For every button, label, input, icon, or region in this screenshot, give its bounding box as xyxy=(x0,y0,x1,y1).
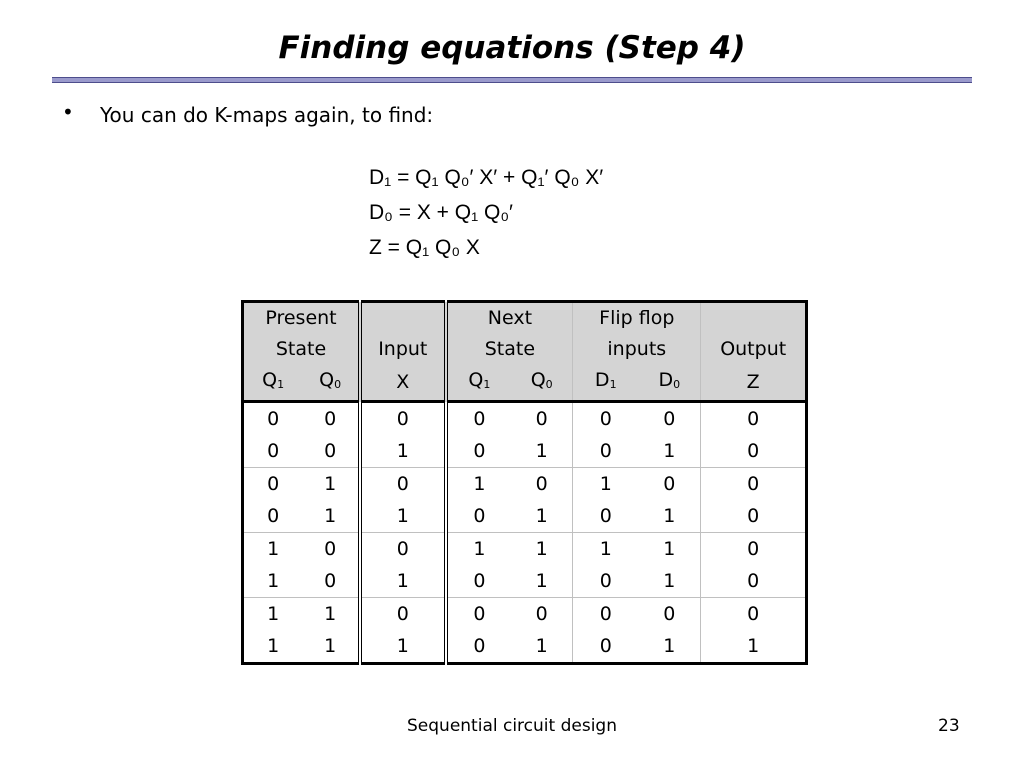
header-input-blank xyxy=(360,302,446,335)
cell-d0: 1 xyxy=(638,630,701,664)
cell-d0: 1 xyxy=(638,565,701,598)
equation-d1: D₁ = Q₁ Q₀′ X′ + Q₁′ Q₀ X′ xyxy=(369,166,604,189)
cell-next-q0: 0 xyxy=(511,402,573,436)
cell-next-q1: 1 xyxy=(473,538,486,560)
bullet-text: You can do K-maps again, to find: xyxy=(100,103,434,127)
equation-d0: D₀ = X + Q₁ Q₀′ xyxy=(369,201,513,224)
cell-z: 0 xyxy=(701,435,807,468)
equation-z: Z = Q₁ Q₀ X xyxy=(369,236,480,259)
header-input: Input xyxy=(360,334,446,365)
cell-q1: 1 xyxy=(243,533,303,566)
cell-x: 1 xyxy=(360,500,446,533)
cell-q0: 1 xyxy=(302,500,360,533)
cell-z: 1 xyxy=(701,630,807,664)
header-z: Z xyxy=(701,365,807,402)
header-flip-flop-2: inputs xyxy=(573,334,701,365)
cell-d1: 1 xyxy=(599,538,612,560)
cell-q0: 1 xyxy=(302,468,360,501)
cell-z: 0 xyxy=(701,565,807,598)
header-d1: $D_1$ xyxy=(573,365,639,402)
cell-z: 0 xyxy=(701,533,807,566)
header-q1: $Q_1$ xyxy=(243,365,303,402)
cell-next-q1: 0 xyxy=(473,408,486,430)
cell-x: 1 xyxy=(360,435,446,468)
header-present-state: Present xyxy=(243,302,360,335)
table-row xyxy=(243,565,807,598)
cell-d0: 0 xyxy=(638,598,701,631)
title-divider xyxy=(52,77,972,83)
state-table xyxy=(241,300,808,665)
footer-title: Sequential circuit design xyxy=(407,716,617,736)
slide-title: Finding equations (Step 4) xyxy=(278,30,746,66)
cell-q1: 0 xyxy=(243,468,303,501)
equations xyxy=(369,160,603,265)
header-output-blank xyxy=(701,302,807,335)
cell-d1: 0 xyxy=(573,500,639,533)
cell-q1: 0 xyxy=(243,402,303,436)
cell-d1: 0 xyxy=(573,565,639,598)
cell-next-q0: 1 xyxy=(511,435,573,468)
cell-d1: 0 xyxy=(573,630,639,664)
header-flip-flop: Flip flop xyxy=(573,302,701,335)
cell-next-q0: 1 xyxy=(511,565,573,598)
cell-x: 1 xyxy=(360,565,446,598)
header-next-q1: $Q_1$ xyxy=(446,365,512,402)
cell-q0: 0 xyxy=(302,435,360,468)
cell-next-q0: 1 xyxy=(511,500,573,533)
cell-next-q1: 0 xyxy=(473,603,486,625)
cell-next-q0: 1 xyxy=(511,630,573,664)
header-next-state: Next xyxy=(446,302,573,335)
cell-next-q1: 0 xyxy=(446,435,512,468)
cell-next-q1: 0 xyxy=(446,500,512,533)
table-row xyxy=(243,598,807,631)
table-row xyxy=(243,435,807,468)
cell-d0: 1 xyxy=(638,533,701,566)
cell-z: 0 xyxy=(701,500,807,533)
cell-next-q1: 0 xyxy=(446,565,512,598)
cell-x: 1 xyxy=(360,630,446,664)
cell-next-q1: 1 xyxy=(473,473,486,495)
cell-d1: 1 xyxy=(599,473,612,495)
cell-q1: 0 xyxy=(243,435,303,468)
cell-q1: 1 xyxy=(243,598,303,631)
header-present-state-2: State xyxy=(243,334,360,365)
header-d0: $D_0$ xyxy=(638,365,701,402)
cell-q0: 0 xyxy=(302,402,360,436)
cell-d0: 1 xyxy=(638,435,701,468)
table-row xyxy=(243,630,807,664)
cell-q1: 1 xyxy=(243,630,303,664)
cell-d0: 0 xyxy=(638,468,701,501)
cell-z: 0 xyxy=(701,468,807,501)
cell-x: 0 xyxy=(360,402,446,436)
cell-q0: 0 xyxy=(302,565,360,598)
header-x: X xyxy=(360,365,446,402)
cell-next-q0: 0 xyxy=(511,468,573,501)
cell-next-q1: 0 xyxy=(446,630,512,664)
page-number: 23 xyxy=(938,716,960,736)
table-row xyxy=(243,533,807,566)
cell-d0: 1 xyxy=(638,500,701,533)
cell-x: 0 xyxy=(360,598,446,631)
cell-q0: 0 xyxy=(302,533,360,566)
cell-d1: 0 xyxy=(573,435,639,468)
header-output: Output xyxy=(701,334,807,365)
cell-d1: 0 xyxy=(599,603,612,625)
table-row xyxy=(243,402,807,436)
cell-next-q0: 0 xyxy=(511,598,573,631)
cell-q0: 1 xyxy=(302,630,360,664)
cell-q1: 1 xyxy=(243,565,303,598)
cell-q0: 1 xyxy=(302,598,360,631)
cell-next-q0: 1 xyxy=(511,533,573,566)
cell-x: 0 xyxy=(360,468,446,501)
table-row xyxy=(243,500,807,533)
bullet-marker: • xyxy=(62,100,74,124)
header-q0: $Q_0$ xyxy=(302,365,360,402)
cell-z: 0 xyxy=(701,598,807,631)
table-row xyxy=(243,468,807,501)
header-next-q0: $Q_0$ xyxy=(511,365,573,402)
cell-x: 0 xyxy=(360,533,446,566)
cell-z: 0 xyxy=(701,402,807,436)
cell-d1: 0 xyxy=(599,408,612,430)
cell-q1: 0 xyxy=(243,500,303,533)
cell-d0: 0 xyxy=(638,402,701,436)
header-next-state-2: State xyxy=(446,334,573,365)
